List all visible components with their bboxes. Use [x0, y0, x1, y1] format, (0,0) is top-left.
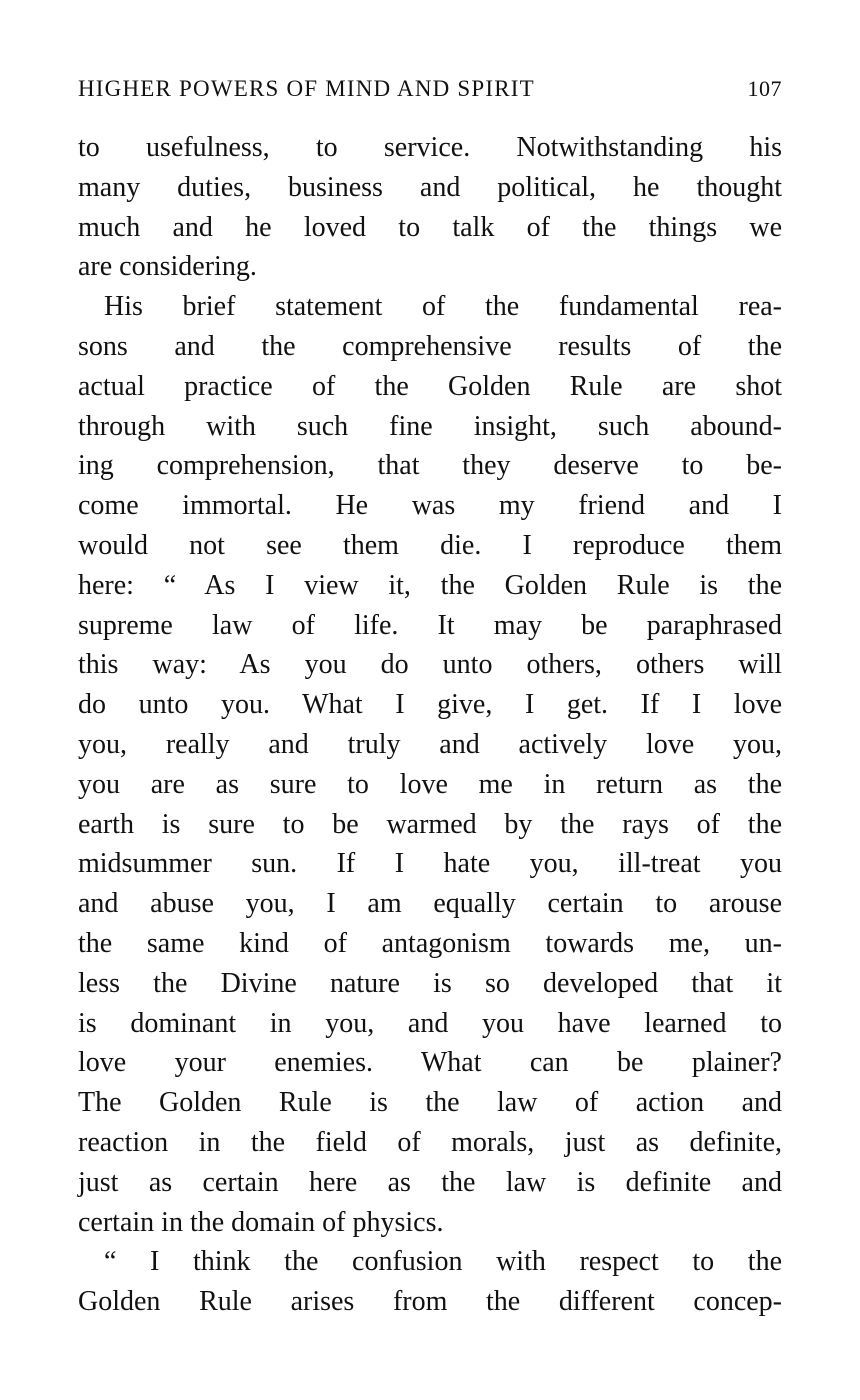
text-line: reaction in the field of morals, just as definite,: [78, 1126, 782, 1158]
text-line: do unto you. What I give, I get. If I love: [78, 689, 782, 721]
text-line: much and he loved to talk of the things we: [78, 211, 782, 243]
running-title: HIGHER POWERS OF MIND AND SPIRIT: [78, 76, 535, 101]
text-line: sons and the comprehensive results of the: [78, 330, 782, 362]
running-header: [78, 76, 782, 112]
page-body-text: [78, 128, 782, 1322]
text-line: supreme law of life. It may be paraphrased: [78, 609, 782, 641]
text-line: midsummer sun. If I hate you, ill-treat you: [78, 848, 782, 880]
text-line: would not see them die. I reproduce them: [78, 529, 782, 561]
text-line: love your enemies. What can be plainer?: [78, 1047, 782, 1079]
text-line: actual practice of the Golden Rule are shot: [78, 370, 782, 402]
text-line: the same kind of antagonism towards me, un-: [78, 927, 782, 959]
text-line: Golden Rule arises from the different concep-: [78, 1286, 782, 1318]
text-line: less the Divine nature is so developed that it: [78, 967, 782, 999]
text-line: ing comprehension, that they deserve to be-: [78, 450, 782, 482]
page-number: 107: [747, 76, 782, 101]
text-line: you are as sure to love me in return as the: [78, 768, 782, 800]
text-line: “ I think the confusion with respect to the: [104, 1246, 782, 1278]
text-line: through with such fine insight, such abound-: [78, 410, 782, 442]
text-line: are considering.: [78, 251, 257, 283]
text-line: just as certain here as the law is definite and: [78, 1166, 782, 1198]
text-line: The Golden Rule is the law of action and: [78, 1087, 782, 1119]
text-line: come immortal. He was my friend and I: [78, 490, 782, 522]
text-line: this way: As you do unto others, others will: [78, 649, 782, 681]
text-line: earth is sure to be warmed by the rays of the: [78, 808, 782, 840]
text-line: is dominant in you, and you have learned to: [78, 1007, 782, 1039]
text-line: certain in the domain of physics.: [78, 1206, 444, 1238]
text-line: to usefulness, to service. Notwithstanding his: [78, 132, 782, 163]
text-line: His brief statement of the fundamental rea-: [104, 291, 782, 323]
text-line: here: “ As I view it, the Golden Rule is the: [78, 569, 782, 601]
text-line: many duties, business and political, he thought: [78, 171, 782, 203]
text-line: you, really and truly and actively love you,: [78, 728, 782, 760]
text-line: and abuse you, I am equally certain to arouse: [78, 888, 782, 920]
